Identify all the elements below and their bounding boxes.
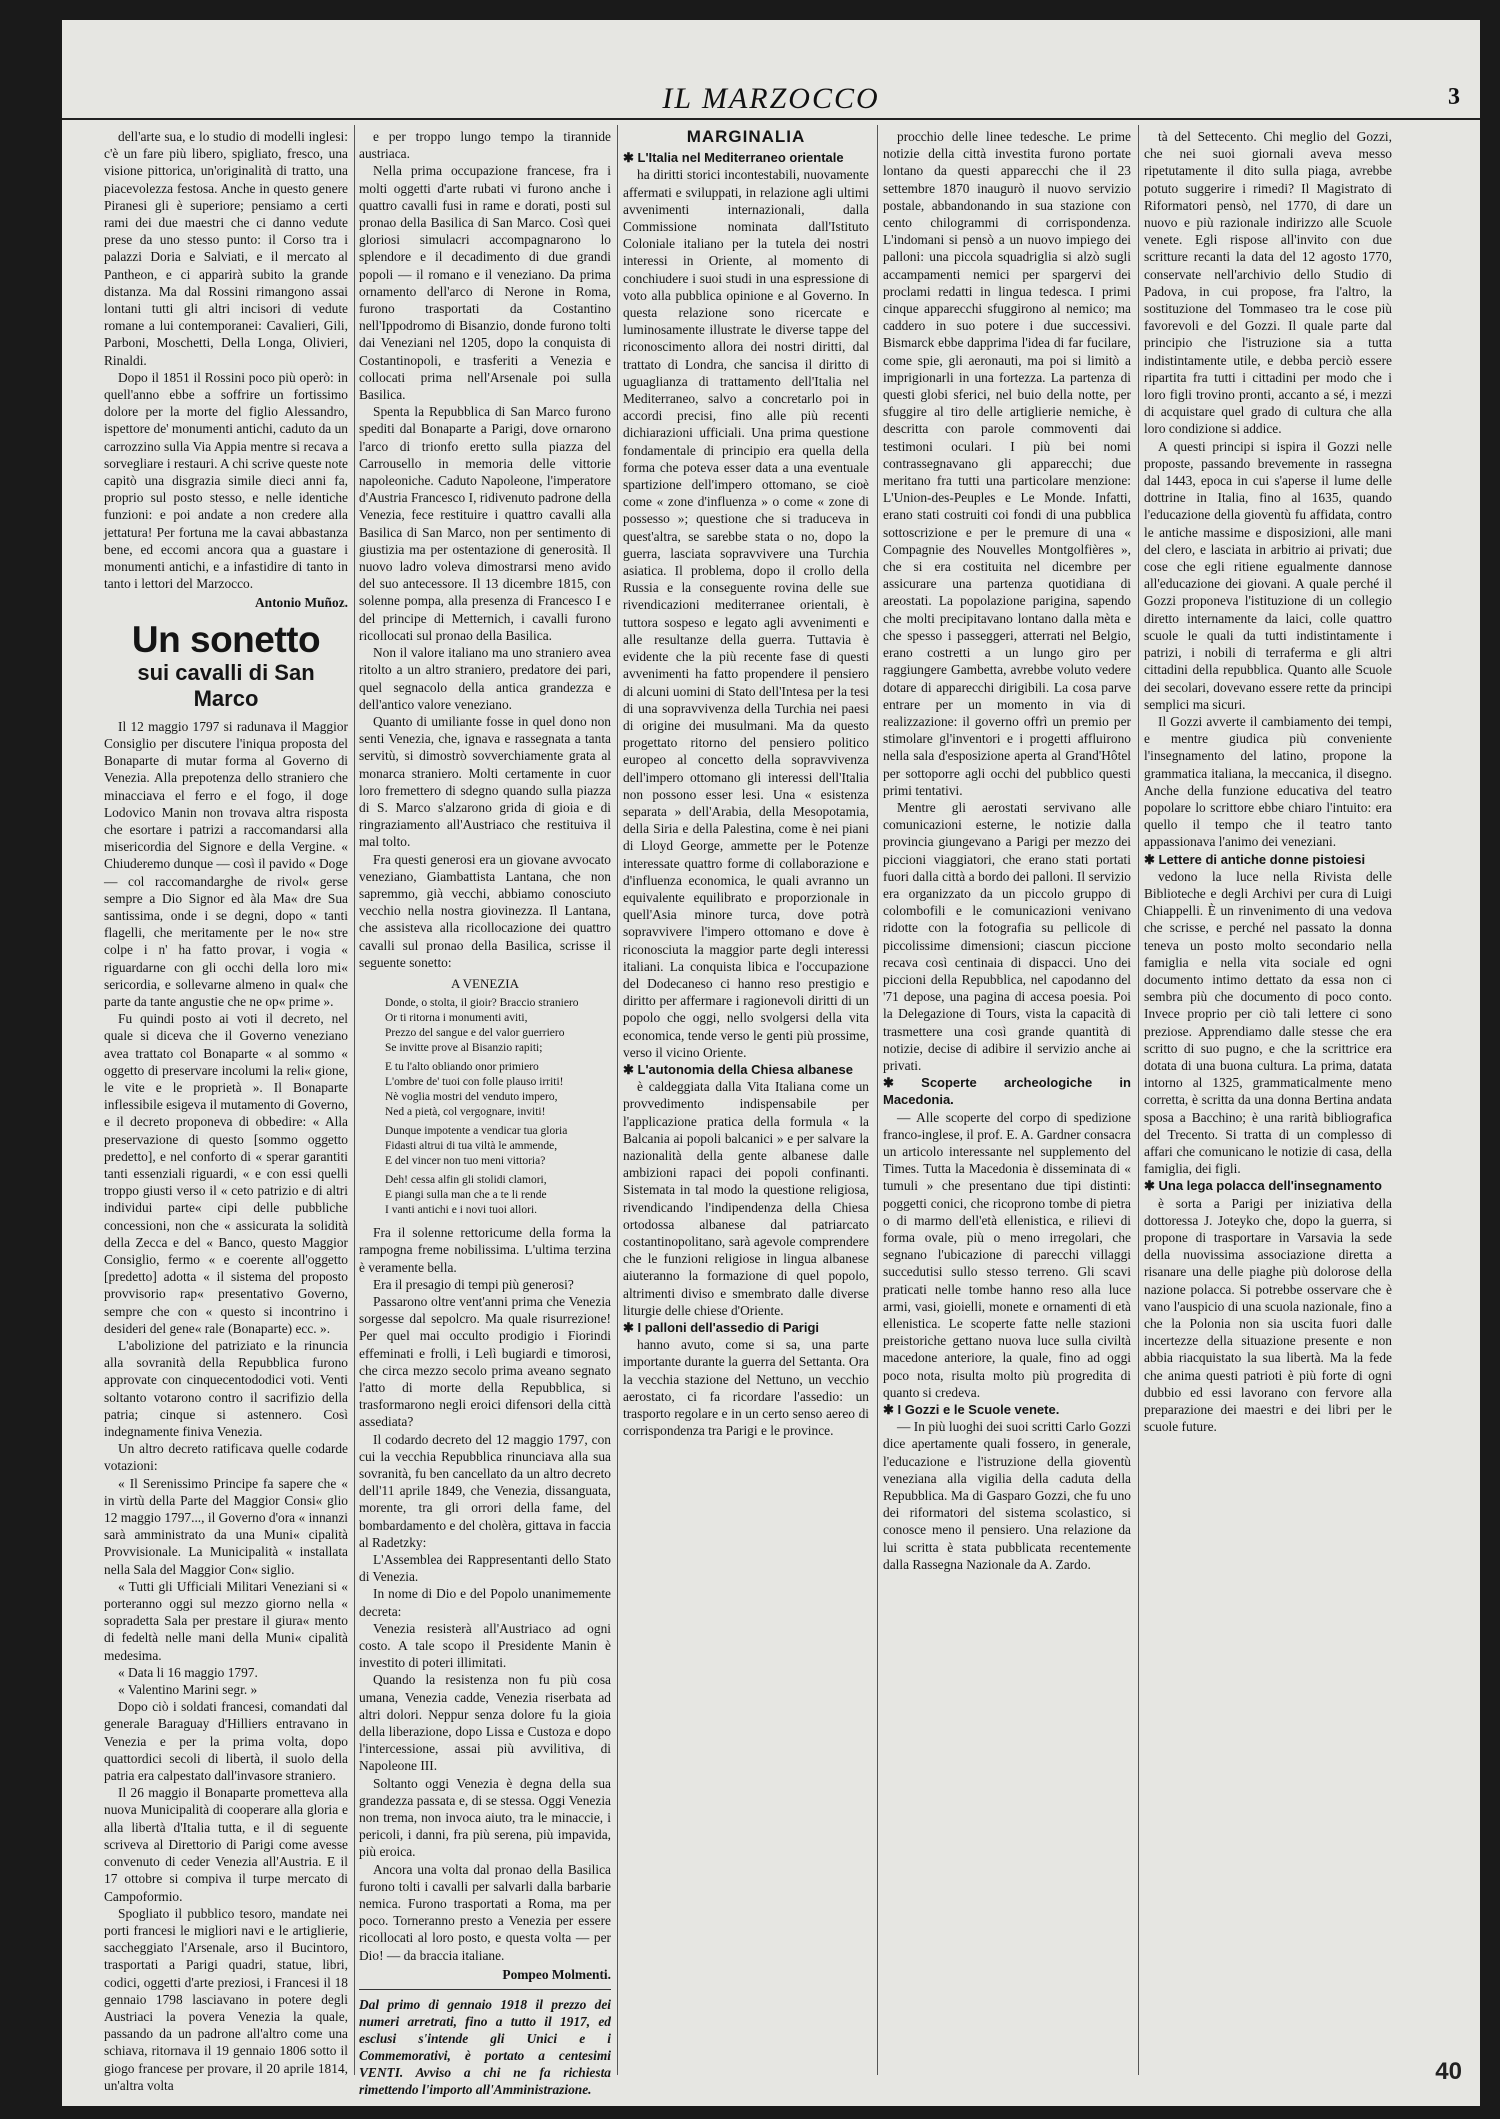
author-signature: Pompeo Molmenti.: [502, 1966, 611, 1982]
paragraph: Era il presagio di tempi più generosi?: [373, 1276, 574, 1292]
sonnet: [359, 996, 611, 1218]
paragraph: Ancora una volta dal pronao della Basilica furono tolti i cavalli per salvarli dalla barbarie nemica. Furono trasportati a Roma, ma per poco. Torneranno presto a Venezia per essere ricollocati al loro posto, e questa volta — per Dio! — da braccia italiane.: [359, 1861, 611, 1963]
poem-line: E del vincer non tuo meni vittoria?: [385, 1155, 546, 1168]
column-divider: [1138, 125, 1139, 2075]
poem-line: E tu l'alto obliando onor primiero: [385, 1061, 539, 1074]
paragraph: Fu quindi posto ai voti il decreto, nel quale si diceva che il Governo veneziano avea trattato col Bonaparte « al sommo « oggetto di preservare incolumi la reli« gione, le vite e le proprietà ». Il Bonaparte inflessibile esigeva il mutamento di Governo, e il decreto proponeva di obbedire: « Alla preservazione di questo [sommo oggetto predetto], e nel conforto di « sperar garantiti tanti essenziali riguardi, « e con essi quelli troppo giusti verso il « ceto patrizio e di altri individui parte« cipi delle pubbliche concessioni, non che « assicurata la solidità della Zecca e del « Banco, questo Maggior Consiglio, fermo « e coerente all'oggetto [predetto] adotta « il sistema del proposto provvisorio rap« presentativo Governo, sempre che con « questo si incontrino i desideri del gene« rale (Bonaparte) ecc. ».: [104, 1011, 348, 1336]
poem-line: E piangi sulla man che a te li rende: [385, 1189, 547, 1202]
masthead-title: IL MARZOCCO: [662, 82, 880, 115]
paragraph: Venezia resisterà all'Austriaco ad ogni costo. A tale scopo il Presidente Manin è investito di poteri illimitati.: [359, 1620, 611, 1671]
article-subheadline: sui cavalli di San Marco: [137, 659, 315, 711]
poem-line: Se invitte prove al Bisanzio rapiti;: [385, 1042, 543, 1055]
item-heading: ✱ Scoperte archeologiche in Macedonia.: [883, 1075, 1131, 1108]
item-heading: ✱ Una lega polacca dell'insegnamento: [1144, 1178, 1382, 1194]
column-2: [359, 128, 611, 2098]
paragraph: « Valentino Marini segr. »: [118, 1682, 258, 1698]
paragraph: Quanto di umiliante fosse in quel dono non senti Venezia, che, ignava e rassegnata a tanta servitù, si dimostrò sovverchiamente grata al monarca straniero. Molti certamente in cuor loro fremettero di sdegno quando sulla piazza di S. Marco s'alzarono grida di gioia e di ringraziamento all'Austriaco che restituiva il mal tolto.: [359, 713, 611, 850]
paragraph: Fra questi generosi era un giovane avvocato veneziano, Giambattista Lantana, che non sapremmo, già vecchi, abbiamo conosciuto vecchio nella nostra giovinezza. Il Lantana, che assisteva alla ricollocazione dei quattro cavalli sul pronao della Basilica, scrisse il seguente sonetto:: [359, 851, 611, 970]
subscription-notice: Dal primo di gennaio 1918 il prezzo dei numeri arretrati, fino a tutto il 1917, ed esclusi s'intende gli Unici e i Commemorativi, è portato a centesimi VENTI. Avviso a chi ne fa richiesta rimettendo l'importo all'Amministrazione.: [359, 1989, 611, 2098]
paragraph: Il 26 maggio il Bonaparte prometteva alla nuova Municipalità di cooperare alla gloria e alla libertà d'Italia tutta, e il di seguente scriveva al Direttorio di Parigi come avesse convenuto di ceder Venezia all'Austria. E il 17 ottobre si compiva il turpe mercato di Campoformio.: [104, 1785, 348, 1904]
paragraph: Spenta la Repubblica di San Marco furono spediti dal Bonaparte a Parigi, dove ornarono l'arco di trionfo eretto sulla piazza del Carrousello in memoria delle vittorie napoleoniche. Caduto Napoleone, l'imperatore d'Austria Francesco I, ridivenuto padrone della Venezia, fece restituire i quattro cavalli alla Basilica di San Marco, non per sentimento di giustizia ma per ostentazione di generosità. Il nuovo ladro voleva dimostrarsi meno avido del suo antecessore. Il 13 dicembre 1815, con solenne pompa, alla presenza di Francesco I e del principe di Metternich, i cavalli furono ricollocati sul pronao della Basilica.: [359, 404, 611, 643]
paragraph: procchio delle linee tedesche. Le prime notizie della città investita furono portate lontano da questi apparecchi che il 23 settembre 1870 inaugurò il nuovo servizio postale, abbandonando in sua stazione con cento chilogrammi di corrispondenza. L'indomani si pensò a un nuovo impiego dei palloni: una piccola squadriglia si alzò sugli accampamenti nemici per spargervi dei proclami redatti in lingua tedesca. I primi cinque apparecchi sfuggirono al nemico; ma caddero in suo potere i due successivi. Bismarck ebbe dapprima l'idea di far fucilare, come spie, gli aeronauti, ma poi si limitò a imprigionarli in una fortezza. La partenza di questi globi sferici, nel buio della notte, per sfuggire al tiro delle artiglierie nemiche, è descritta con parole commoventi dai testimoni oculari. I più bei nomi contrassegnavano gli apparecchi; due meritano fra tutti una particolare menzione: L'Union-des-Peuples e Le Monde. Infatti, erano stati costruiti coi fondi di una pubblica sottoscrizione e per le premure di una « Compagnie des Nouvelles Montgolfières », che si era costituita nel dicembre per assicurare una partenza quotidiana di areostati. La popolazione parigina, sapendo che molti precipitavano lontano dalla mèta e che spesso i passeggeri, atterrati nel Belgio, erano costretti a un lungo giro per raggiungere Gambetta, avrebbe voluto vedere dotare di apparecchi dirigibili. La cosa parve entrare per un momento in via di realizzazione: il governo offrì un premio per stimolare gl'inventori e i progetti affluirono nella sala d'esposizione aperta al Grand'Hôtel per sottoporre agli occhi del pubblico questi primi tentativi.: [883, 129, 1131, 798]
paragraph: Fra il solenne rettoricume della forma la rampogna freme nobilissima. L'ultima terzina è veramente bella.: [359, 1225, 611, 1275]
paragraph: A questi principi si ispira il Gozzi nelle proposte, passando brevemente in rassegna dal 1443, epoca in cui s'aperse il lume delle dottrine in Italia, fino al 1635, quando l'educazione della gioventù fu affidata, contro le antiche massime e disposizioni, alle mani del clero, e lasciata in arbitrio ai privati; due cose che egli ritiene egualmente dannose all'educazione dei giovani. A quale perché il Gozzi proponeva l'istituzione di un collegio diretto internamente da laici, colle quattro scuole le quali da tutti indistintamente i patrizi, i nobili di terraferma e gli altri cittadini della repubblica. Quanto alle Scuole dei secolari, dovevano essere rette da principi semplici ma sicuri.: [1144, 438, 1392, 712]
column-4: [883, 128, 1131, 2088]
paragraph: Passarono oltre vent'anni prima che Venezia sorgesse dal sepolcro. Ma quale risurrezione! Per quel mai occulto prodigio i Fiorindi effeminati e frolli, i Lelì bugiardi e timorosi, che circa mezzo secolo prima aveano segnato l'atto di morte della Repubblica, si trasformarono negli eroici difensori della città assediata?: [359, 1293, 611, 1430]
column-divider: [354, 125, 355, 2075]
paragraph: ha diritti storici incontestabili, nuovamente affermati e sviluppati, in relazione agli ultimi avvenimenti internazionali, dalla Commissione nominata dall'Istituto Coloniale italiano per la tutela dei nostri interessi in Oriente, al momento di conchiudere i suoi studi in una espressione di voto alla pubblica opinione e al Governo. In questa relazione sono ricercate e luminosamente illustrate le diverse tappe del riconoscimento allora dei nostri diritti, dal trattato di Londra, che sancisa il diritto di uguaglianza di trattamento dell'Italia nel Mediterraneo, salvo a concretarlo poi in accordi precisi, fino alle più recenti dichiarazioni ufficiali. Una prima questione fondamentale di principio era quella della forma che poteva esser data a una eventuale spartizione dell'impero ottomano, se cioè come « zone d'influenza » o come « zone di possesso »; questione che si traduceva in quest'altra, se sarebbe stata o no, dopo la guerra, lasciata sopravvivere una Turchia asiatica. Il problema, dopo il crollo della Russia e la conseguente rovina delle sue rivendicazioni mediterranee orientali, è tuttora sospeso e legato agli avvenimenti e alle resultanze della guerra. Tuttavia è evidente che la più recente fase di questi avvenimenti ha fatto propendere il pensiero di alcuni uomini di Stato dell'Intesa per la tesi di una sopravvivenza della Turchia nei paesi di origine dei musulmani. Ma da questo progettato ritorno del pensiero politico europeo al concetto della sopravvivenza dell'impero ottomano gli interessi dell'Italia non possono esser lesi. Una « esistenza separata » dell'Arabia, della Mesopotamia, della Siria e della Palestina, come è nei piani di Lloyd George, ammette per le Potenze interessate quattro forme di collaborazione e d'influenza economica, le quali avranno un equivalente equilibrato e proporzionale in quell'Asia minore turca, dove potrà sopravvivere l'impero ottomano e dove è riconosciuta la maggior parte degli interessi italiani. La conquista libica e l'occupazione del Dodecaneso ci hanno reso prestigio e diritto per affermare i ragionevoli diritti di un popolo che oggi, nello svolgersi della vita economica, tende verso le genti più prossime, verso il vicino Oriente.: [623, 167, 869, 1060]
paragraph: è sorta a Parigi per iniziativa della dottoressa J. Joteyko che, dopo la guerra, si propone di trasportare in Varsavia la sede della nuovissima associazione diretta a risanare una delle piaghe più dolorose della nazione polacca. Si potrebbe osservare che è vano l'auspicio di una scuola nazionale, fino a che la Polonia non sia uscita fuori dalle incertezze della situazione presente e non abbia riacquistato la sua libertà. Ma la fede che anima questi patrioti è più forte di ogni dubbio ed essi lavorano con fervore alla preparazione dei maestri e dei libri per le scuole future.: [1144, 1195, 1392, 1435]
paragraph: Mentre gli aerostati servivano alle comunicazioni esterne, le notizie dalla provincia giungevano a Parigi per mezzo dei piccioni viaggiatori, che erano stati portati fuori dalla città a bordo dei palloni. Il servizio era organizzato da un piccolo gruppo di colombofili e le comunicazioni venivano ridotte con la fotografia su pellicole di piccolissime dimensioni; ciascun piccione recava così centinaia di dispacci. Uno dei piccioni della Repubblica, nel capodanno del '71 depose, una pagina di accesa poesia. Poi la Delegazione di Tours, vista la capacità di trasmettere una così grande quantità di notizie, decise di adibire il servizio anche ai privati.: [883, 799, 1131, 1073]
column-divider: [877, 125, 878, 2075]
paragraph: Il 12 maggio 1797 si radunava il Maggior Consiglio per discutere l'iniqua proposta del Bonaparte di mutar forma al Governo di Venezia. Alla prepotenza dello straniero che minacciava el ferro e el fogo, il doge Lodovico Manin non trovava altra risposta che esortare i patrizi a raccomandarsi alla misericordia del Signore e della Vergine. « Chiuderemo dunque — così il pavido « Doge — col raccomandarghe de rivol« gerse sempre a Dio Signor ed àla Ma« dre Sua santissima, onde i se degni, dopo « tanti flagelli, che meritamente per le no« stre colpe i n' ha fatto provar, i vogia « riguardarne con gli occhi della loro mi« sericordia, e sollevarne almeno in qual« che parte da tante angustie che ne op« prime ».: [104, 718, 348, 1009]
section-title: MARGINALIA: [686, 127, 806, 146]
column-divider: [617, 125, 618, 2075]
item-heading: ✱ I palloni dell'assedio di Parigi: [623, 1320, 820, 1336]
paragraph: Spogliato il pubblico tesoro, mandate nei porti francesi le migliori navi e le artiglierie, saccheggiato l'Arsenale, arso il Bucintoro, trasportati a Parigi quadri, statue, libri, codici, oggetti d'arte preziosi, i Francesi il 18 gennaio 1798 lasciavano in potere degli Austriaci la povera Venezia la quale, passando da un padrone all'altro come una schiava, ritornava il 19 gennaio 1806 sotto il giogo francese per provare, il 20 aprile 1814, un'altra volta: [104, 1905, 348, 2093]
paragraph: Un altro decreto ratificava quelle codarde votazioni:: [104, 1441, 348, 1474]
paragraph: — In più luoghi dei suoi scritti Carlo Gozzi dice apertamente quali fossero, in generale, l'educazione e l'istruzione della gioventù veneziana alla vigilia della caduta della Repubblica. Ma di Gasparo Gozzi, che fu uno dei riformatori del sistema scolastico, si conosce meno il pensiero. Una relazione da lui scritta è stata pubblicata recentemente dalla Rassegna Nazionale da A. Zardo.: [883, 1419, 1131, 1572]
paragraph: « Data li 16 maggio 1797.: [118, 1664, 258, 1680]
paragraph: tà del Settecento. Chi meglio del Gozzi, che nei suoi giornali aveva messo ripetutamente il dito sulla piaga, avrebbe potuto suggerire i rimedi? Il Magistrato di Riformatori pensò, nel 1770, di dare un nuovo e più razionale indirizzo alle Scuole venete. Egli rispose all'invito con due scritture recanti la data del 12 agosto 1770, conservate nell'archivio dello Studio di Padova, in cui propose, fra l'altro, la sostituzione del Tommaseo tra le cose più favorevoli e del Gozzi. Il quale parte dal principio che l'istruzione sia a tutta indistintamente utile, e debba perciò essere ripartita fra tutti i cittadini per modo che i loro figli trovino pronti, accanto a sé, i mezzi di acquistare quel grado di cultura che alla loro condizione si addice.: [1144, 129, 1392, 437]
paragraph: dell'arte sua, e lo studio di modelli inglesi: c'è un fare più libero, spigliato, fresco, una visione pittorica, un'originalità di tratto, una piacevolezza festosa. Anche in questo genere Piranesi gli è superiore; pensiamo a certi rami dei due maestri che ci danno vedute prese da uno stesso punto: il Corso tra i palazzi Doria e Salviati, e il mercato al Pantheon, e ci apparirà subito la grande distanza. Ma dal Rossini rimangono assai lontani tutti gli altri incisori di vedute romane a lui contemporanei: Cavalieri, Gili, Parboni, Moschetti, Della Longa, Olivieri, Rinaldi.: [104, 129, 348, 368]
paragraph: L'Assemblea dei Rappresentanti dello Stato di Venezia.: [359, 1552, 611, 1585]
poem-line: I vanti antichi e i novi tuoi allori.: [385, 1204, 538, 1217]
item-heading: ✱ L'autonomia della Chiesa albanese: [623, 1061, 853, 1077]
paragraph: Nella prima occupazione francese, fra i molti oggetti d'arte rubati vi furono anche i quattro cavalli fusi in rame e dorati, posti sul pronao della Basilica di San Marco. Così quei gloriosi simulacri accompagnarono lo splendore e il decadimento di due grandi popoli — il romano e il veneziano. Da prima ornamento dell'arco di Nerone in Roma, furono trasportati da Costantino nell'Ippodromo di Bisanzio, donde furono tolti dai Veneziani nel 1205, dopo la conquista di Costantinopoli, e trasferiti a Venezia e collocati prima nell'Arsenale poi sulla Basilica.: [359, 163, 611, 403]
paragraph: Non il valore italiano ma uno straniero avea ritolto a un altro straniero, predatore dei pari, quel segnacolo della antica grandezza e dell'antico valore veneziano.: [359, 645, 611, 712]
paragraph: Dopo ciò i soldati francesi, comandati dal generale Baraguay d'Hilliers entravano in Venezia e per la prima volta, dopo quattordici secoli di libertà, il suolo della patria era calpestato dall'invasore straniero.: [104, 1699, 348, 1784]
author-signature: Antonio Muñoz.: [254, 595, 348, 611]
column-3: [623, 128, 869, 2088]
paragraph: « Il Serenissimo Principe fa sapere che « in virtù della Parte del Maggior Consi« glio 12 maggio 1797..., il Governo d'ora « innanzi sarà amministrato da una Muni« cipalità Provvisionale. La Municipalità « installata nella Sala del Maggior Con« siglio.: [104, 1475, 348, 1577]
column-5: [1144, 128, 1392, 2088]
paragraph: vedono la luce nella Rivista delle Biblioteche e degli Archivi per cura di Luigi Chiappelli. È un rinvenimento di una vedova che scrisse, e perché nel passato la donna teneva un posto molto secondario nella famiglia e nella vita sociale ed ogni documento intimo dettato da essa non ci sembra più che documento di poco conto. Invece proprio per ciò tali lettere ci sono preziose. Apprendiamo dalle stesse che era scritto di suo pugno, e che la scrittrice era dotata di una buona cultura. La prima, datata intorno al 1325, grammaticalmente meno corretta, è scritta da una donna Bertina andata sposa a Bacchino; è una rarità bibliografica del Trecento. Si tratta di un complesso di affari che comunicano le notizie di casa, della famiglia, dei figli.: [1144, 868, 1392, 1177]
paragraph: Dopo il 1851 il Rossini poco più operò: in quell'anno ebbe a soffrire un fortissimo dolore per la morte del figlio Alessandro, ispettore de' monumenti antichi, caduto da un carrozzino sulla Via Appia mentre si recava a sorvegliare i restauri. A chi scrive queste note capitò una disgrazia simile dieci anni fa, proprio sul posto stesso, e nelle identiche funzioni: e poi andate a non credere alla jettatura! Per fortuna me la cavai abbastanza bene, ed eccomi ancora qua a guastare i monumenti antichi, e a infastidire di tanto in tanto i lettori del Marzocco.: [104, 369, 348, 592]
paragraph: « Tutti gli Ufficiali Militari Veneziani si « porteranno oggi sul mezzo giorno nella « sopradetta Sala per prestare il giura« mento di fedeltà nelle mani della Muni« cipalità medesima.: [104, 1578, 348, 1663]
poem-line: Dunque impotente a vendicar tua gloria: [385, 1125, 568, 1138]
item-heading: ✱ Lettere di antiche donne pistoiesi: [1144, 851, 1366, 867]
poem-line: L'ombre de' tuoi con folle plauso irriti!: [385, 1076, 564, 1089]
paragraph: Soltanto oggi Venezia è degna della sua grandezza passata e, di se stessa. Oggi Venezia non trema, non invoca aiuto, tra le minaccie, i pericoli, i danni, fra più serena, più impavida, più eroica.: [359, 1775, 611, 1860]
page-number: 3: [1448, 84, 1460, 110]
poem-line: Fidasti altrui di tua viltà le ammende,: [385, 1140, 558, 1153]
poem-line: Deh! cessa alfin gli stolidi clamori,: [385, 1174, 547, 1187]
paragraph: — Alle scoperte del corpo di spedizione franco-inglese, il prof. E. A. Gardner consacra un articolo interessante nel supplemento del Times. Tutta la Macedonia è disseminata di « tumuli » che presentano due tipi distinti: poggetti conici, che ricoprono tombe di pietra o di marmo dell'età ellenistica, e rilievi di forma ovale, più o meno irregolari, che segnano l'ubicazione di parecchi villaggi succedutisi sullo stesso terreno. Gli scavi praticati nelle tombe hanno reso alla luce armi, vasi, gioielli, monete e ornamenti di età ellenistica. Le scoperte fatte nelle stazioni preistoriche gettano nuova luce sulla civiltà macedone anteriore, la quale, fino ad oggi poco nota, risulta molto più progredita di quanto si credeva.: [883, 1109, 1131, 1400]
paragraph: e per troppo lungo tempo la tirannide austriaca.: [359, 129, 611, 162]
paragraph: è caldeggiata dalla Vita Italiana come un provvedimento indispensabile per l'applicazione pratica della formula « la Balcania ai popoli balcanici » e per salvare la nazionalità della gente albanese dalle ambizioni rapaci dei popoli confinanti. Sistemata in tal modo la questione religiosa, rivendicando l'indipendenza della Chiesa ortodossa albanese dal patriarcato costantinopolitano, sarà agevole comprendere che le funzioni religiose in lingua albanese aiuteranno la formazione di quel popolo, altrimenti diviso e smembrato dalle diverse liturgie delle chiese d'Oriente.: [623, 1079, 869, 1318]
poem-title: A VENEZIA: [450, 975, 519, 991]
poem-line: Ned a pietà, col vergognare, inviti!: [385, 1106, 546, 1119]
paragraph: L'abolizione del patriziato e la rinuncia alla sovranità della Repubblica furono approvate con cinquecentododici voti. Venti soltanto votarono contro il sacrifizio della patria; cinque si astennero. Così indegnamente finiva Venezia.: [104, 1338, 348, 1440]
pencil-mark: 40: [1435, 2058, 1462, 2085]
poem-line: Prezzo del sangue e del valor guerriero: [385, 1027, 565, 1040]
paragraph: Quando la resistenza non fu più cosa umana, Venezia cadde, Venezia riserbata ad altri dolori. Neppur senza dolore fu la gioia della liberazione, dopo Lissa e Custoza e dopo l'intercessione, assai più avvilitiva, di Napoleone III.: [359, 1672, 611, 1774]
paragraph: Il Gozzi avverte il cambiamento dei tempi, e mentre giudica più conveniente l'insegnamento del latino, propone la grammatica italiana, la meccanica, il disegno. Anche della funzione educativa del teatro popolare lo scrittore ebbe chiaro l'intuito: era quello il tempo che il teatro tanto appassionava l'animo dei veneziani.: [1144, 713, 1392, 850]
item-heading: ✱ L'Italia nel Mediterraneo orientale: [623, 150, 844, 166]
paragraph: In nome di Dio e del Popolo unanimemente decreta:: [359, 1586, 611, 1619]
paragraph: Il codardo decreto del 12 maggio 1797, con cui la vecchia Repubblica rinunciava alla sua sovranità, fu ben cancellato da un altro decreto dell'11 aprile 1849, che Venezia, dissanguata, morente, tra gli orrori della fame, del bombardamento e del cholèra, gittava in faccia al Radetzky:: [359, 1431, 611, 1550]
newspaper-page: [62, 20, 1480, 2106]
column-1: [104, 128, 348, 2093]
masthead: [62, 78, 1480, 120]
item-heading: ✱ I Gozzi e le Scuole venete.: [883, 1402, 1060, 1418]
poem-line: Nè voglia mostri del venduto impero,: [385, 1091, 558, 1104]
article-headline: Un sonetto: [131, 618, 321, 660]
paragraph: hanno avuto, come si sa, una parte importante durante la guerra del Settanta. Ora la vecchia stazione del Nettuno, un vecchio aerostato, ci fa ricordare l'assedio: un trasporto regolare e in un certo senso aereo di corrispondenza tra Parigi e le province.: [623, 1337, 869, 1439]
poem-line: Or ti ritorna i monumenti aviti,: [385, 1012, 528, 1025]
poem-line: Donde, o stolta, il gioir? Braccio straniero: [385, 997, 579, 1010]
